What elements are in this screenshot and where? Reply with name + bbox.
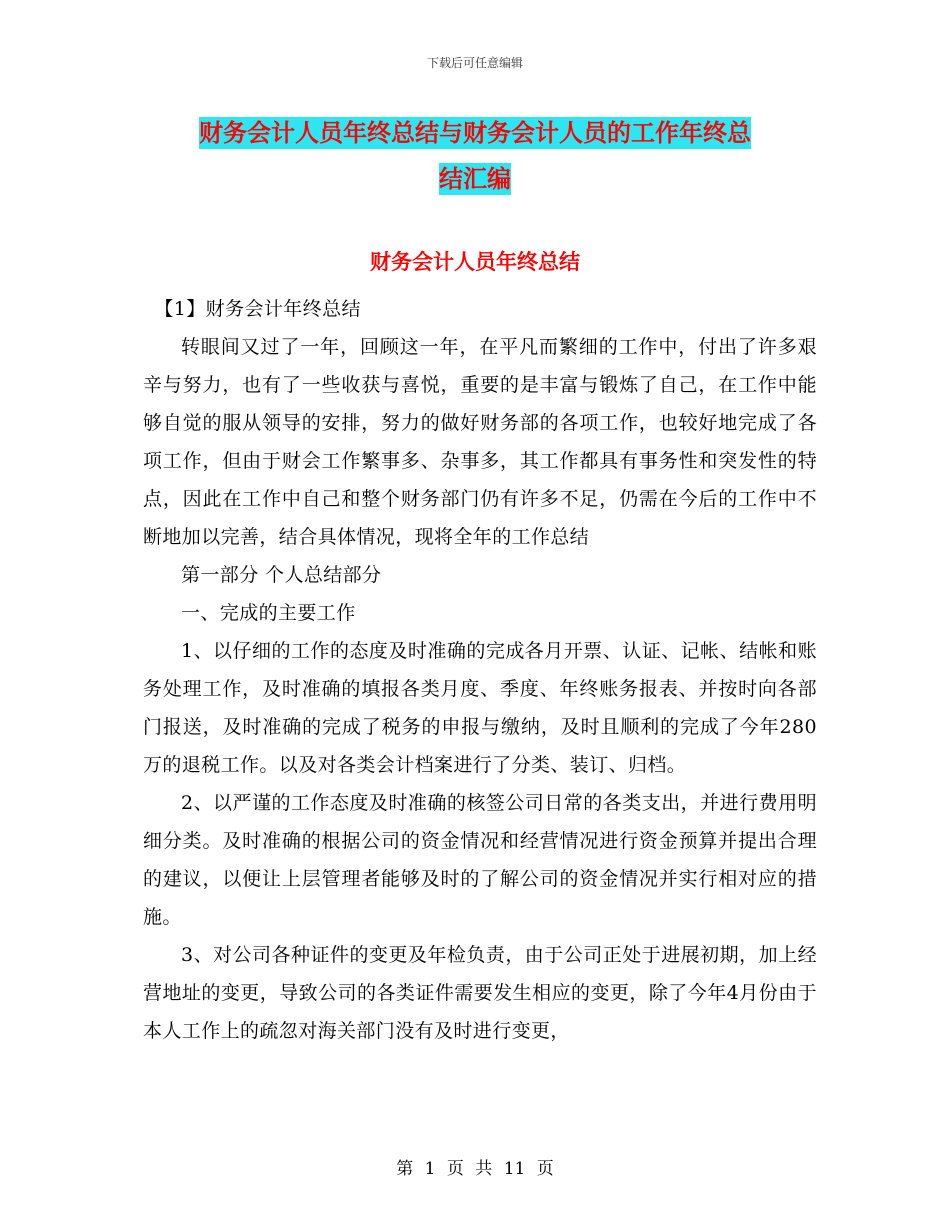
paragraph-intro: 转眼间又过了一年，回顾这一年，在平凡而繁细的工作中，付出了许多艰辛与努力，也有了一些收获与喜悦，重要的是丰富与锻炼了自己，在工作中能够自觉的服从领导的安排，努力的做好财务部的各项工作，也较好地完成了各项工作，但由于财会工作繁事多、杂事多，其工作都具有事务性和突发性的特点，因此在工作中自己和整个财务部门仍有许多不足，仍需在今后的工作中不断地加以完善，结合具体情况，现将全年的工作总结 (143, 336, 817, 548)
paragraph-item-3: 3、对公司各种证件的变更及年检负责，由于公司正处于进展初期，加上经营地址的变更，导致公司的各类证件需要发生相应的变更，除了今年4月份由于本人工作上的疏忽对海关部门没有及时进行变更， (143, 944, 817, 1042)
paragraph-item-2: 2、以严谨的工作态度及时准确的核签公司日常的各类支出，并进行费用明细分类。及时准确的根据公司的资金情况和经营情况进行资金预算并提出合理的建议，以便让上层管理者能够及时的了解公司的资金情况并实行相对应的措施。 (143, 792, 817, 928)
title-line-1: 财务会计人员年终总结与财务会计人员的工作年终总 (199, 119, 751, 147)
paragraph-part-heading: 第一部分 个人总结部分 (181, 564, 382, 586)
title-line-2: 结汇编 (439, 165, 511, 193)
document-subtitle: 财务会计人员年终总结 (370, 250, 580, 274)
page-number-footer: 第 1 页 共 11 页 (396, 1159, 554, 1179)
section-label: 【1】财务会计年终总结 (154, 298, 361, 320)
document-body (143, 290, 817, 1050)
page-header-note: 下载后可任意编辑 (426, 56, 523, 70)
paragraph-item-1: 1、以仔细的工作的态度及时准确的完成各月开票、认证、记帐、结帐和账务处理工作，及时准确的填报各类月度、季度、年终账务报表、并按时向各部门报送，及时准确的完成了税务的申报与缴纳，及时且顺利的完成了今年280万的退税工作。以及对各类会计档案进行了分类、装订、归档。 (143, 640, 817, 776)
paragraph-section-heading: 一、完成的主要工作 (181, 602, 356, 624)
document-title (0, 110, 950, 202)
